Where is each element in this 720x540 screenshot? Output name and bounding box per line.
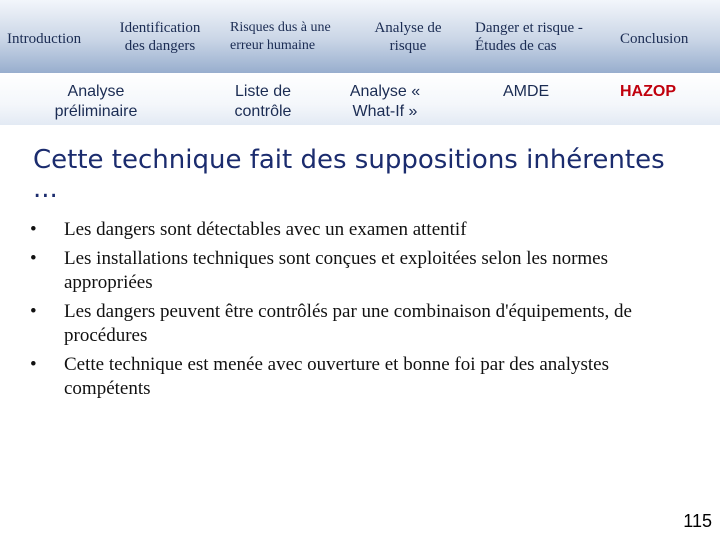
- bullet-marker: •: [30, 301, 37, 322]
- bullet-item: [30, 218, 690, 242]
- bullet-text: Les dangers sont détectables avec un examen attentif: [64, 219, 467, 240]
- bullet-marker: •: [30, 354, 37, 375]
- subnav-amde[interactable]: AMDE: [503, 83, 550, 100]
- bullet-list: [30, 218, 690, 406]
- bullet-marker: •: [30, 248, 37, 269]
- nav-tab-conclusion[interactable]: Conclusion: [620, 31, 689, 47]
- subnav-analyse-what-if[interactable]: Analyse « What-If »: [349, 83, 421, 120]
- sub-navigation-bar: [0, 73, 720, 125]
- nav-tab-identification-dangers[interactable]: Identification des dangers: [119, 20, 201, 54]
- bullet-text: Cette technique est menée avec ouverture et bonne foi par des analystes compétents: [64, 354, 609, 399]
- bullet-item: [30, 247, 690, 295]
- nav-tab-etudes-de-cas[interactable]: Danger et risque - Études de cas: [475, 20, 583, 54]
- top-navigation-bar: [0, 0, 720, 73]
- nav-tab-risques-erreur-humaine[interactable]: Risques dus à une erreur humaine: [230, 20, 331, 53]
- nav-tab-analyse-risque[interactable]: Analyse de risque: [374, 20, 442, 54]
- bullet-text: Les installations techniques sont conçues et exploitées selon les normes appropriées: [64, 248, 609, 293]
- subnav-hazop[interactable]: HAZOP: [620, 83, 676, 100]
- slide-title: Cette technique fait des suppositions inhérentes ...: [33, 145, 665, 204]
- bullet-item: [30, 300, 690, 348]
- subnav-analyse-preliminaire[interactable]: Analyse préliminaire: [54, 83, 138, 120]
- page-number: 115: [683, 511, 712, 531]
- bullet-marker: •: [30, 219, 37, 240]
- subnav-liste-de-controle[interactable]: Liste de contrôle: [234, 83, 292, 120]
- bullet-item: [30, 353, 690, 401]
- nav-tab-introduction[interactable]: Introduction: [7, 31, 82, 47]
- bullet-text: Les dangers peuvent être contrôlés par une combinaison d'équipements, de procédures: [64, 301, 632, 346]
